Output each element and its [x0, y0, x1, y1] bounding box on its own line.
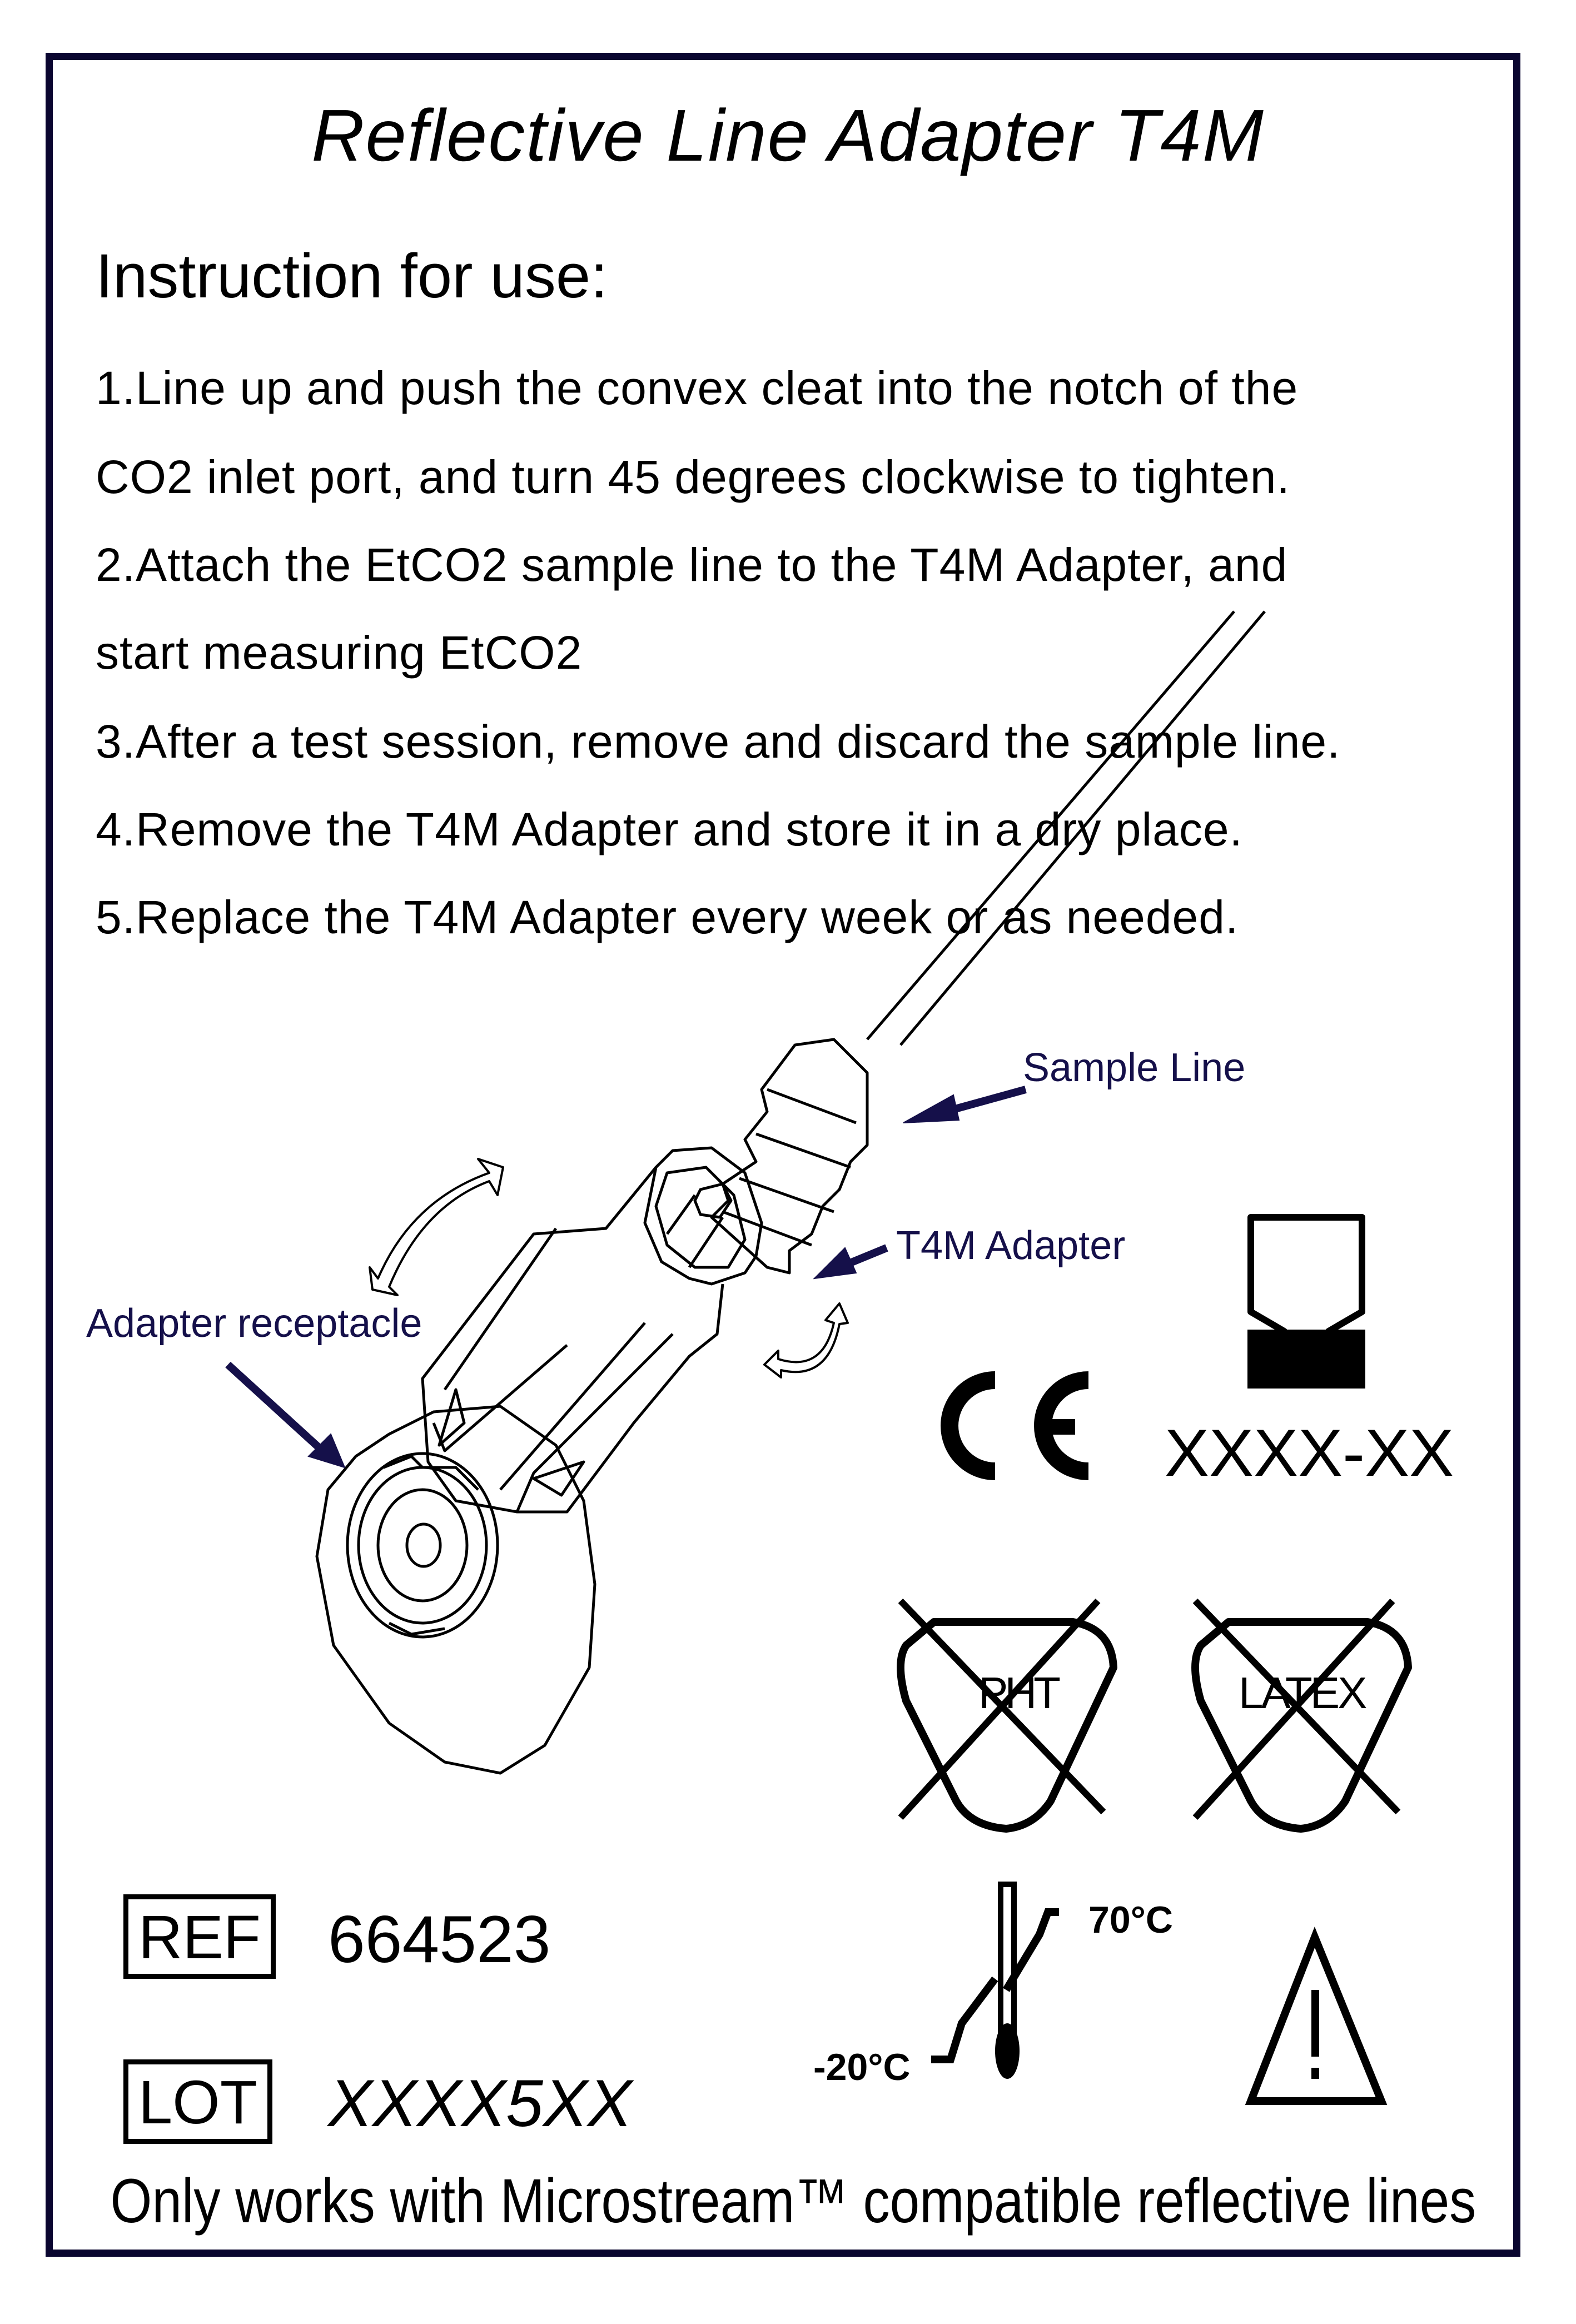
temp-min-label: -20°C	[813, 2046, 911, 2088]
product-title: Reflective Line Adapter T4M	[311, 94, 1265, 176]
instruction-step-2-cont: start measuring EtCO2	[96, 626, 583, 679]
latex-text: LATEX	[1239, 1668, 1365, 1718]
lot-label: LOT	[138, 2068, 257, 2137]
ref-number: 664523	[328, 1902, 551, 1977]
instruction-step-3: 3.After a test session, remove and discard the sample line.	[96, 715, 1341, 768]
sample-line-label: Sample Line	[1023, 1046, 1246, 1090]
ce-notified-body-number: XXXX-XX	[1165, 1416, 1454, 1490]
ce-mark-bar	[1043, 1419, 1075, 1435]
instruction-step-1-cont: CO2 inlet port, and turn 45 degrees clockwise to tighten.	[96, 451, 1290, 503]
t4m-adapter-label: T4M Adapter	[896, 1223, 1126, 1268]
compatibility-footer: Only works with Microstream™ compatible reflective lines	[110, 2166, 1476, 2236]
temperature-limit-icon	[931, 1884, 1059, 2079]
hourglass-expiry-icon	[1247, 1217, 1365, 1389]
instruction-step-5: 5.Replace the T4M Adapter every week or as needed.	[96, 891, 1239, 943]
ref-symbol-box	[123, 1894, 276, 1979]
caution-warning-icon	[1251, 1937, 1381, 2101]
instruction-step-2: 2.Attach the EtCO2 sample line to the T4M Adapter, and	[96, 539, 1288, 591]
temp-max-label: 70°C	[1088, 1899, 1173, 1941]
instructions-heading: Instruction for use:	[96, 241, 608, 311]
lot-number: XXXX5XX	[328, 2066, 632, 2141]
adapter-receptacle-label: Adapter receptacle	[86, 1301, 422, 1346]
instruction-step-1: 1.Line up and push the convex cleat into the notch of the	[96, 362, 1299, 414]
instruction-step-4: 4.Remove the T4M Adapter and store it in a dry place.	[96, 803, 1243, 855]
lot-symbol-box	[123, 2059, 272, 2144]
pht-text: PHT	[978, 1668, 1057, 1718]
ref-label: REF	[138, 1903, 261, 1972]
